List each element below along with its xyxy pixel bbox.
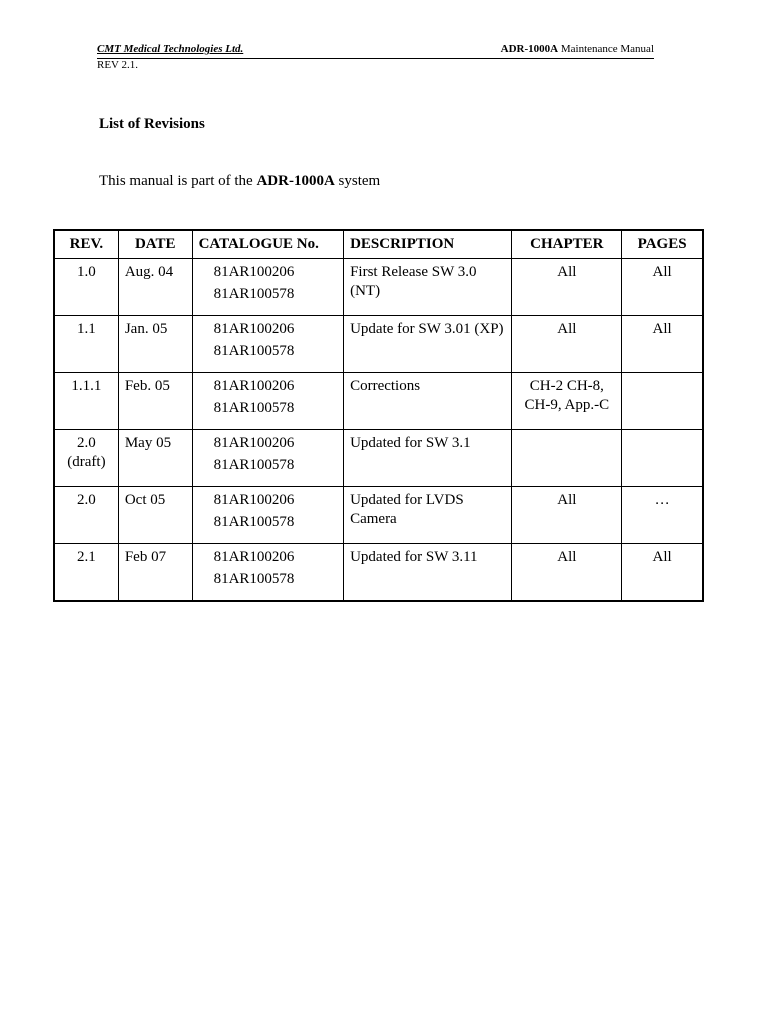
catalogue-number: 81AR100206 [213,321,295,337]
cell-date: May 05 [118,430,192,487]
cell-chapter: CH-2 CH-8, CH-9, App.-C [512,373,622,430]
header-revision: REV 2.1. [97,59,139,71]
cell-catalogue [192,373,343,430]
catalogue-number: 81AR100578 [213,286,295,302]
cell-chapter: All [512,487,622,544]
company-name: CMT Medical Technologies Ltd. [97,43,244,55]
catalogue-number: 81AR100206 [213,435,295,451]
table-header-row [54,230,703,259]
header-date: DATE [118,230,192,259]
table-row [54,259,703,316]
cell-description: Updated for LVDS Camera [344,487,512,544]
catalogue-number: 81AR100206 [213,492,295,508]
page-header [97,43,654,59]
intro-text [99,173,380,190]
table-row [54,430,703,487]
revisions-table [53,229,704,602]
header-rev: REV. [54,230,118,259]
catalogue-number: 81AR100206 [213,378,295,394]
cell-chapter: All [512,259,622,316]
cell-rev: 2.0 [54,487,118,544]
cell-date: Aug. 04 [118,259,192,316]
intro-product: ADR-1000A [256,173,335,189]
cell-description: First Release SW 3.0 (NT) [344,259,512,316]
cell-pages: All [622,316,703,373]
cell-pages [622,430,703,487]
cell-rev: 2.1 [54,544,118,602]
manual-title [501,43,654,55]
table-row [54,373,703,430]
header-catalogue: CATALOGUE No. [192,230,343,259]
header-description: DESCRIPTION [344,230,512,259]
cell-description: Update for SW 3.01 (XP) [344,316,512,373]
page-title: List of Revisions [99,116,205,132]
cell-pages: All [622,544,703,602]
cell-catalogue [192,544,343,602]
cell-date: Feb. 05 [118,373,192,430]
cell-catalogue [192,259,343,316]
manual-product: ADR-1000A [500,43,559,55]
cell-rev: 1.0 [54,259,118,316]
header-pages: PAGES [622,230,703,259]
cell-chapter: All [512,544,622,602]
cell-catalogue [192,316,343,373]
table-row [54,487,703,544]
cell-catalogue [192,430,343,487]
cell-rev: 1.1.1 [54,373,118,430]
header-chapter: CHAPTER [512,230,622,259]
cell-pages: … [622,487,703,544]
cell-chapter [512,430,622,487]
catalogue-number: 81AR100578 [213,343,295,359]
catalogue-number: 81AR100578 [213,400,295,416]
cell-pages: All [622,259,703,316]
cell-pages [622,373,703,430]
intro-suffix: system [334,173,381,189]
cell-description: Updated for SW 3.1 [344,430,512,487]
catalogue-number: 81AR100578 [213,457,295,473]
manual-suffix: Maintenance Manual [558,43,654,55]
cell-date: Oct 05 [118,487,192,544]
cell-description: Updated for SW 3.11 [344,544,512,602]
catalogue-number: 81AR100206 [213,264,295,280]
catalogue-number: 81AR100206 [213,549,295,565]
table-row [54,316,703,373]
cell-rev: 1.1 [54,316,118,373]
catalogue-number: 81AR100578 [213,571,295,587]
cell-rev: 2.0 (draft) [54,430,118,487]
catalogue-number: 81AR100578 [213,514,295,530]
table-row [54,544,703,602]
cell-date: Jan. 05 [118,316,192,373]
cell-catalogue [192,487,343,544]
cell-description: Corrections [344,373,512,430]
intro-prefix: This manual is part of the [99,173,257,189]
cell-date: Feb 07 [118,544,192,602]
cell-chapter: All [512,316,622,373]
